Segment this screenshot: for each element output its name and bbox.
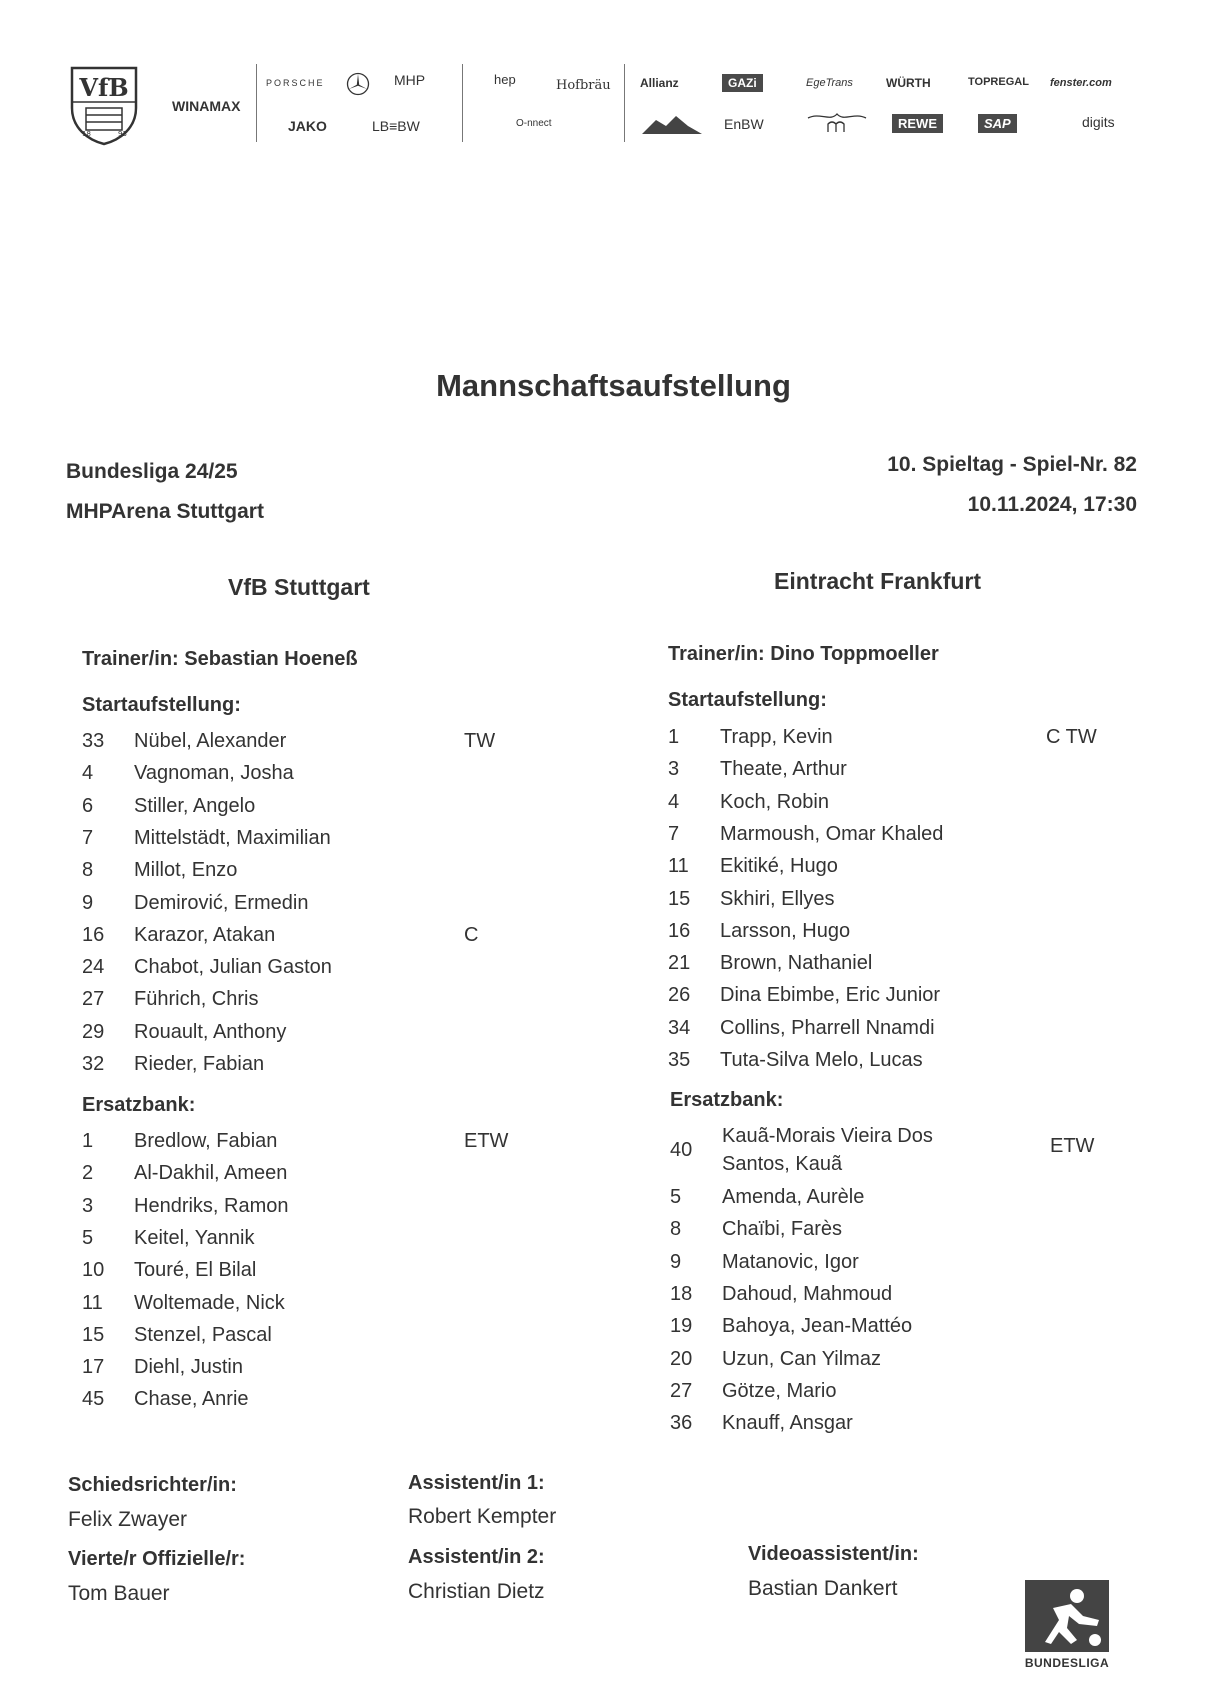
player-number: 36	[670, 1412, 693, 1435]
player-row	[82, 1021, 544, 1053]
svg-text:VfB: VfB	[79, 73, 129, 102]
vfb-crest-logo	[68, 64, 140, 146]
player-row	[670, 1348, 1128, 1380]
player-name: Woltemade, Nick	[134, 1291, 285, 1314]
player-row	[670, 1251, 1128, 1283]
player-number: 35	[668, 1049, 691, 1071]
player-role: C	[464, 923, 479, 946]
player-number: 19	[670, 1315, 693, 1338]
player-name: Vagnoman, Josha	[134, 762, 294, 785]
player-number: 16	[82, 923, 105, 946]
player-name: Bredlow, Fabian	[134, 1130, 278, 1152]
referee-name: Felix Zwayer	[68, 1508, 188, 1531]
league: Bundesliga 24/25	[66, 460, 238, 483]
player-name: Dahoud, Mahmoud	[722, 1282, 893, 1305]
player-number: 7	[668, 822, 680, 845]
porsche-logo: PORSCHE	[266, 78, 325, 88]
player-row	[668, 1049, 1126, 1081]
player-name: Stiller, Angelo	[134, 794, 256, 817]
player-number: 2	[82, 1162, 94, 1185]
player-name: Demirović, Ermedin	[134, 891, 309, 914]
player-role: C TW	[1046, 726, 1097, 748]
svg-text:18: 18	[82, 130, 91, 138]
player-role: ETW	[464, 1130, 509, 1152]
player-number: 1	[82, 1130, 94, 1152]
player-row	[82, 1324, 544, 1356]
home-bench-label: Ersatzbank:	[82, 1094, 196, 1116]
player-name: Koch, Robin	[720, 790, 829, 813]
player-row	[82, 1130, 544, 1162]
kickoff-datetime: 10.11.2024, 17:30	[967, 493, 1137, 516]
player-number: 40	[670, 1139, 693, 1161]
player-number: 32	[82, 1053, 105, 1075]
referee-label: Schiedsrichter/in:	[68, 1474, 237, 1496]
player-name: Karazor, Atakan	[134, 923, 276, 946]
player-name: Larsson, Hugo	[720, 919, 851, 942]
player-number: 24	[82, 956, 105, 979]
player-name: Nübel, Alexander	[134, 730, 287, 752]
player-number: 5	[670, 1186, 682, 1208]
lbbw-logo: LB≡BW	[372, 118, 420, 134]
player-name: Führich, Chris	[134, 988, 259, 1011]
home-team-name: VfB Stuttgart	[228, 574, 370, 600]
player-name: Trapp, Kevin	[720, 726, 833, 748]
player-name: Stenzel, Pascal	[134, 1323, 272, 1346]
player-number: 10	[82, 1259, 105, 1282]
player-number: 8	[670, 1218, 682, 1241]
player-row	[82, 1227, 544, 1259]
player-role: ETW	[1050, 1135, 1095, 1157]
player-row	[82, 1388, 544, 1420]
assistant2-name: Christian Dietz	[408, 1580, 545, 1603]
mineralbrunnen-logo	[806, 110, 868, 136]
rewe-logo: REWE	[892, 114, 943, 133]
player-number: 27	[670, 1379, 693, 1402]
player-row	[82, 1162, 544, 1194]
player-name: Millot, Enzo	[134, 859, 238, 882]
player-row	[668, 984, 1126, 1016]
player-name-line1: Kauã-Morais Vieira Dos	[722, 1125, 933, 1147]
enbw-logo: EnBW	[724, 116, 764, 132]
hofbraeu-logo: Hofbräu	[556, 78, 611, 93]
home-start-label: Startaufstellung:	[82, 694, 241, 716]
player-row	[82, 1292, 544, 1324]
player-name: Keitel, Yannik	[134, 1226, 255, 1249]
player-number: 9	[670, 1250, 682, 1273]
player-number: 27	[82, 988, 105, 1011]
sponsor-divider	[256, 64, 257, 142]
player-number: 17	[82, 1356, 105, 1379]
svg-text:93: 93	[118, 130, 127, 138]
allianz-logo: Allianz	[640, 76, 679, 90]
player-row	[82, 988, 544, 1020]
player-name: Tuta-Silva Melo, Lucas	[720, 1049, 923, 1071]
player-row	[670, 1412, 1128, 1444]
bundesliga-logo-text: BUNDESLIGA	[1024, 1656, 1110, 1670]
player-row	[668, 726, 1126, 758]
sponsor-divider	[624, 64, 625, 142]
player-name: Hendriks, Ramon	[134, 1194, 289, 1217]
player-row	[670, 1218, 1128, 1250]
player-name: Theate, Arthur	[720, 758, 847, 781]
player-row	[668, 952, 1126, 984]
matchday: 10. Spieltag - Spiel-Nr. 82	[887, 453, 1137, 476]
player-number: 9	[82, 891, 94, 914]
player-name: Götze, Mario	[722, 1379, 837, 1402]
player-number: 1	[668, 726, 680, 748]
player-name: Amenda, Aurèle	[722, 1186, 865, 1208]
player-number: 4	[668, 790, 680, 813]
venue: MHPArena Stuttgart	[66, 500, 264, 523]
player-number: 15	[82, 1323, 105, 1346]
player-name: Al-Dakhil, Ameen	[134, 1162, 288, 1185]
player-name: Matanovic, Igor	[722, 1250, 859, 1273]
player-row	[82, 1053, 544, 1085]
mercedes-star-icon	[346, 72, 370, 101]
away-bench-label: Ersatzbank:	[670, 1089, 784, 1111]
onnect-logo: O-nnect	[516, 118, 552, 129]
player-row	[670, 1283, 1128, 1315]
player-number: 21	[668, 952, 691, 975]
sap-logo: SAP	[978, 114, 1017, 133]
player-number: 34	[668, 1016, 691, 1039]
assistant1-label: Assistent/in 1:	[408, 1472, 545, 1494]
player-number: 15	[668, 887, 691, 910]
player-name: Chase, Anrie	[134, 1388, 249, 1411]
player-number: 18	[670, 1282, 693, 1305]
player-name: Mittelstädt, Maximilian	[134, 826, 331, 849]
player-row	[668, 888, 1126, 920]
player-name: Touré, El Bilal	[134, 1259, 257, 1282]
var-name: Bastian Dankert	[748, 1577, 898, 1600]
egetrans-logo: EgeTrans	[806, 77, 853, 89]
player-row	[668, 758, 1126, 790]
player-name: Dina Ebimbe, Eric Junior	[720, 984, 941, 1007]
player-number: 3	[82, 1194, 94, 1217]
player-number: 3	[668, 758, 680, 781]
player-number: 26	[668, 984, 691, 1007]
player-row	[670, 1315, 1128, 1347]
player-row	[668, 823, 1126, 855]
player-number: 20	[670, 1347, 693, 1370]
player-row	[668, 791, 1126, 823]
player-name: Uzun, Can Yilmaz	[722, 1347, 881, 1370]
player-row	[82, 924, 544, 956]
mhp-logo: MHP	[394, 72, 426, 88]
home-trainer: Trainer/in: Sebastian Hoeneß	[82, 648, 358, 670]
player-name: Rieder, Fabian	[134, 1053, 265, 1075]
player-name: Knauff, Ansgar	[722, 1412, 853, 1435]
schwarzwaldmilch-logo	[640, 112, 704, 136]
player-row	[82, 730, 544, 762]
gazi-logo: GAZi	[722, 74, 763, 92]
player-name-line2: Santos, Kauã	[722, 1153, 843, 1175]
fenster-logo: fenster.com	[1050, 77, 1112, 89]
away-team-name: Eintracht Frankfurt	[774, 568, 982, 594]
player-name: Skhiri, Ellyes	[720, 887, 835, 910]
player-number: 16	[668, 919, 691, 942]
player-role: TW	[464, 730, 496, 752]
winamax-logo: WINAMAX	[172, 98, 241, 114]
player-row	[82, 892, 544, 924]
player-row	[668, 920, 1126, 952]
away-bench-row-first	[670, 1125, 1110, 1181]
player-number: 29	[82, 1020, 105, 1043]
player-row	[82, 762, 544, 794]
player-number: 8	[82, 859, 94, 882]
player-name: Collins, Pharrell Nnamdi	[720, 1016, 935, 1039]
player-row	[82, 1195, 544, 1227]
player-row	[670, 1380, 1128, 1412]
topregal-logo: TOPREGAL	[968, 76, 1029, 88]
player-name: Ekitiké, Hugo	[720, 855, 838, 878]
player-name: Bahoya, Jean-Mattéo	[722, 1315, 913, 1338]
player-row	[668, 855, 1126, 887]
player-name: Marmoush, Omar Khaled	[720, 822, 944, 845]
hep-logo: hep	[494, 72, 516, 87]
digits-logo: digits	[1082, 114, 1115, 130]
player-name: Brown, Nathaniel	[720, 952, 873, 975]
player-number: 4	[82, 762, 94, 785]
player-row	[82, 859, 544, 891]
player-name: Diehl, Justin	[134, 1356, 243, 1379]
player-number: 33	[82, 730, 105, 752]
player-row	[670, 1186, 1128, 1218]
player-row	[82, 1356, 544, 1388]
player-number: 7	[82, 826, 94, 849]
assistant2-label: Assistent/in 2:	[408, 1546, 545, 1568]
jako-logo: JAKO	[288, 118, 327, 134]
away-start-label: Startaufstellung:	[668, 689, 827, 711]
player-row	[668, 1017, 1126, 1049]
player-number: 11	[82, 1291, 103, 1314]
wuerth-logo: WÜRTH	[886, 76, 931, 90]
bundesliga-logo	[1025, 1580, 1109, 1652]
player-name: Chabot, Julian Gaston	[134, 956, 332, 979]
player-number: 5	[82, 1226, 94, 1249]
player-name: Rouault, Anthony	[134, 1020, 287, 1043]
sponsor-divider	[462, 64, 463, 142]
player-row	[82, 795, 544, 827]
var-label: Videoassistent/in:	[748, 1543, 919, 1565]
assistant1-name: Robert Kempter	[408, 1505, 557, 1528]
player-number: 6	[82, 794, 94, 817]
player-name: Chaïbi, Farès	[722, 1218, 843, 1241]
player-row	[82, 956, 544, 988]
player-number: 45	[82, 1388, 105, 1411]
fourth-official-name: Tom Bauer	[68, 1582, 170, 1605]
player-row	[82, 827, 544, 859]
player-row	[82, 1259, 544, 1291]
away-trainer: Trainer/in: Dino Toppmoeller	[668, 643, 939, 665]
fourth-official-label: Vierte/r Offizielle/r:	[68, 1548, 246, 1570]
player-number: 11	[668, 855, 689, 878]
page-title: Mannschaftsaufstellung	[436, 368, 791, 403]
